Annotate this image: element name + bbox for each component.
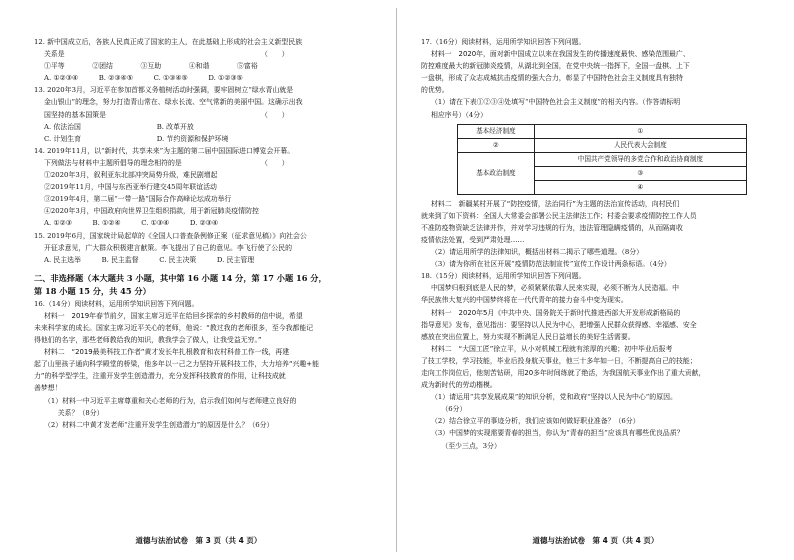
text-line: 关系？（8分）: [44, 408, 104, 417]
table-cell: ③: [534, 166, 746, 180]
text-line: 材料一 2019年春节前夕，国家主席习近平在给回乡探亲的乡村教师的信中说，希望: [44, 311, 303, 320]
table-cell: 人民代表大会制度: [534, 138, 746, 152]
text-line: A. 民主选举 B. 民主监督 C. 民主决策 D. 民主管理: [44, 255, 255, 264]
page-4-footer: 道德与法治试卷 第 4 页（共 4 页）: [532, 536, 659, 545]
text-line: 得他们的名字，那些老师教给我的知识，教我学会了做人，让我受益无穷。”: [34, 336, 262, 345]
page-3-footer: 道德与法治试卷 第 3 页（共 4 页）: [135, 536, 262, 545]
table-cell: ①: [534, 124, 746, 138]
text-line: 材料一 2020年，面对新中国成立以来在我国发生的传播速度最快、感染范围最广、: [431, 50, 690, 59]
text-line: （1）请运用“共享发展成果”的知识分析，党和政府“坚持以人民为中心”的原因。: [431, 393, 677, 402]
text-line: ④2020年3月，中国政府向世界卫生组织捐款，用于新冠肺炎疫情防控: [44, 207, 259, 216]
text-line: 材料二 “大国工匠”徐立平，从小对机械工程就有浓厚的兴趣；初中毕业后报考: [431, 344, 673, 353]
page-4-body: [421, 36, 767, 452]
text-line: （2）请运用所学的法律知识，概括出材料二揭示了哪些道理。（8分）: [431, 248, 644, 257]
text-line: 防控难度最大的新冠肺炎疫情，从湖北到全国，在党中央统一指挥下，全国一盘棋、上下: [421, 62, 690, 71]
text-line: （1）请在下表①②③④处填写“中国特色社会主义制度”的相关内容。（作答请标明: [431, 98, 681, 107]
text-line: 国坚持的基本国策是 （ ）: [44, 110, 289, 119]
text-line: 开征求意见，广大群众积极建言献策。李飞提出了自己的意见。李飞行使了公民的: [44, 243, 293, 252]
text-line: ①2020年3月，叙利亚东北部冲突局势升级，难民剧增起: [44, 171, 218, 180]
text-line: C. 计划生育 D. 节约资源和保护环境: [44, 134, 229, 143]
text-line: 金山银山”的理念，努力打造青山常在、绿水长流、空气常新的美丽中国。这确示出我: [44, 98, 303, 107]
table-cell: 中国共产党领导的多党合作和政治协商制度: [534, 152, 746, 166]
text-line: 感放在突出位置上，努力实现不断满足人民日益增长的美好生活需要。: [421, 332, 635, 341]
section-heading-cont: 第 18 小题 15 分，共 45 分）: [34, 285, 151, 296]
text-line: 关系是 （ ）: [44, 50, 289, 59]
text-line: 中国梦归根到底是人民的梦，必须紧紧依靠人民来实现，必须不断为人民造福。中: [431, 284, 680, 293]
text-line: 起了山里孩子通向科学殿堂的桥梁，他多年以一己之力坚持开展科技工作，大力培养“兴趣+能: [34, 360, 319, 369]
text-line: （3）中国梦的实现需要青春的担当，你认为“青春的担当”应该具有哪些优良品质？: [431, 429, 684, 438]
text-line: A. 依法治国 B. 改革开放: [44, 122, 194, 131]
text-line: 15. 2019年6月，国家统计局起草的《全国人口普查条例修正案（征求意见稿）》向社会公: [34, 231, 307, 240]
text-line: 12. 新中国成立后，各族人民真正成了国家的主人，在此基础上形成的社会主义新型民族: [34, 38, 303, 46]
text-line: 一盘棋，形成了众志成城抗击疫情的强大合力，彰显了中国特色社会主义制度具有独特: [421, 74, 683, 83]
text-line: 走向工作岗位后，他刻苦钻研，用20多年时间练就了绝活，为我国航天事业作出了重大贡献，: [421, 368, 706, 377]
text-line: 不准防疫物资缺乏法律并作，并对学习违规的行为，违法管理隐瞒疫情的，从而隔离收: [421, 223, 683, 232]
text-line: 下列做法与材料中主题所倡导的理念相符的是 （ ）: [44, 158, 289, 167]
text-line: A. ①②③ B. ①②④ C. ①③④ D. ②③④: [44, 219, 219, 228]
text-line: 力”的科学型学生，注重开发学生创造潜力，充分发挥科技教育的作用，让科技成就: [34, 372, 286, 381]
text-line: （至少三点，3分）: [431, 441, 501, 450]
text-line: （1）材料一中习近平主席尊重和关心老师的行为，启示我们如何与老师建立良好的: [44, 396, 297, 405]
text-line: ①平等 ②团结 ③互助 ④和谐 ⑤富裕: [44, 62, 258, 71]
text-line: 材料二 “2019最美科技工作者”黄才发长年扎根教育和农村科普工作一线，再建: [44, 348, 290, 357]
text-line: 未来科学家的成长。国家主席习近平关心的老师，他说：“教过我的老师很多，至今我都能记: [34, 323, 314, 332]
table-cell: 基本政治制度: [458, 152, 535, 194]
text-line: ②2019年11月，中国与东西亚举行建交45周年联谊活动: [44, 183, 217, 192]
text-line: 材料二 新疆某村开展了“防控疫情，法治同行”为主题的法治宣传活动，向村民们: [431, 199, 680, 208]
text-line: 13. 2020年3月，习近平在参加首都义务植树活动时强调，要牢固树立“绿水青山就是: [34, 86, 294, 95]
text-line: （6分）: [431, 405, 467, 414]
text-line: 16.（14分）阅读材料，运用所学知识回答下列问题。: [34, 299, 199, 308]
text-line: 善梦想！: [34, 384, 62, 393]
table-cell: ②: [458, 138, 535, 152]
section-heading: 二、非选择题（本大题共 3 小题，其中第 16 小题 14 分，第 17 小题 16 分，: [34, 272, 327, 283]
page-3-body: [34, 36, 372, 431]
text-line: 相应序号）（4分）: [431, 110, 488, 119]
text-line: 17.（16分）阅读材料，运用所学知识回答下列问题。: [421, 38, 586, 46]
text-line: （3）请为你所在社区开展“疫情防范法制宣传”宣传工作设计两条标语。（4分）: [431, 260, 671, 269]
socialist-system-table: [457, 124, 747, 195]
page-4: [397, 0, 794, 560]
text-line: 材料一 2020年5月《中共中央、国务院关于新时代推进西部大开发形成新格局的: [431, 308, 681, 317]
text-line: 18.（15分）阅读材料，运用所学知识回答下列问题。: [421, 272, 586, 281]
text-line: A. ①②③④ B. ②③④⑤ C. ①③④⑤ D. ①②③⑤: [44, 74, 243, 83]
table-cell: ④: [534, 180, 746, 194]
text-line: 的优势。: [421, 86, 449, 95]
text-line: 疫情依法处置，受到严肃处理……: [421, 235, 525, 244]
table-cell: 基本经济制度: [458, 124, 535, 138]
text-line: 就来到了如下资料：全国人大常委会部署公民主法律法工作；村委会要求疫情防控工作人员: [421, 211, 697, 220]
text-line: 14. 2019年11月，以“新时代，共享未来”为主题的第二届中国国际进口博览会开幕。: [34, 146, 295, 155]
text-line: 指导意见》发布，意见指出：要坚持以人民为中心，把增强人民群众获得感、幸福感、安全: [421, 320, 697, 329]
text-line: （2）结合徐立平的事迹分析，我们应该如何做好职业准备？（6分）: [431, 417, 640, 426]
text-line: 了技工学校，学习技能，毕业后投身航天事业，他三十多年如一日，不断提高自己的技能；: [421, 356, 697, 365]
text-line: （2）材料二中黄才发老师“注重开发学生创造潜力”的原因是什么？（6分）: [44, 420, 274, 429]
text-line: 华民族伟大复兴的中国梦终将在一代代青年的接力奋斗中变为现实。: [421, 296, 628, 305]
text-line: ③2019年4月，第二届“一带一路”国际合作高峰论坛成功举行: [44, 195, 232, 204]
text-line: 成为新时代的劳动楷模。: [421, 381, 497, 390]
